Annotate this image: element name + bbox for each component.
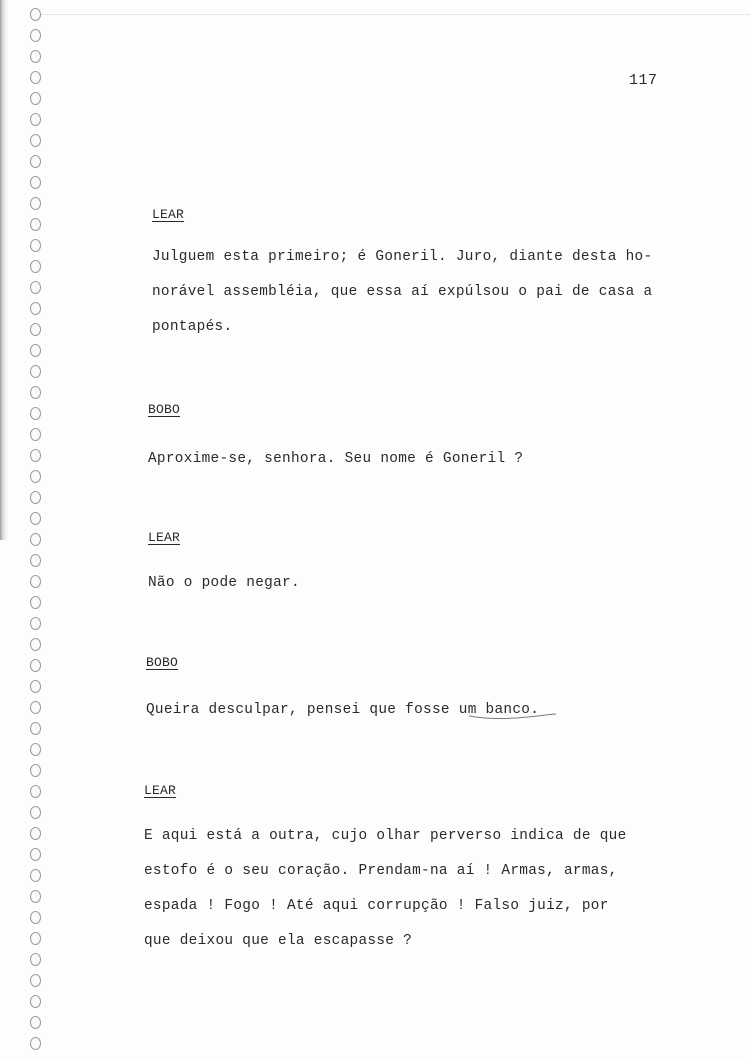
punch-hole [30,575,41,588]
punch-hole [30,8,41,21]
dialogue-line: estofo é o seu coração. Prendam-na aí ! Armas, armas, [144,863,618,879]
punch-hole [30,50,41,63]
punch-hole [30,134,41,147]
punch-hole [30,113,41,126]
punch-hole [30,386,41,399]
punch-hole [30,869,41,882]
dialogue-line: pontapés. [152,319,233,335]
punch-hole [30,470,41,483]
speaker-name: BOBO [146,655,179,670]
page-number: 117 [629,72,658,89]
punch-hole [30,533,41,546]
punch-hole [30,176,41,189]
punch-hole [30,911,41,924]
punch-hole [30,827,41,840]
punch-hole [30,365,41,378]
punch-hole [30,701,41,714]
punch-hole [30,491,41,504]
punch-hole [30,722,41,735]
punch-hole [30,743,41,756]
punch-hole [30,680,41,693]
punched-holes-column [30,0,46,1060]
punch-hole [30,260,41,273]
punch-hole [30,29,41,42]
punch-hole [30,974,41,987]
punch-hole [30,659,41,672]
punch-hole [30,785,41,798]
punch-hole [30,512,41,525]
speaker-name: LEAR [152,207,185,222]
punch-hole [30,449,41,462]
punch-hole [30,92,41,105]
handwritten-underline [468,712,558,720]
dialogue-line: norável assembléia, que essa aí expúlsou o pai de casa a [152,284,653,300]
punch-hole [30,428,41,441]
binding-edge-shadow [0,0,8,540]
punch-hole [30,302,41,315]
dialogue-line: Julguem esta primeiro; é Goneril. Juro, diante desta ho- [152,249,653,265]
punch-hole [30,638,41,651]
punch-hole [30,617,41,630]
punch-hole [30,953,41,966]
punch-hole [30,890,41,903]
speaker-name: LEAR [144,783,177,798]
speaker-name: BOBO [148,402,181,417]
punch-hole [30,197,41,210]
punch-hole [30,1016,41,1029]
punch-hole [30,932,41,945]
dialogue-line: E aqui está a outra, cujo olhar perverso indica de que [144,828,627,844]
punch-hole [30,239,41,252]
dialogue-line: Aproxime-se, senhora. Seu nome é Goneril ? [148,451,524,467]
punch-hole [30,323,41,336]
punch-hole [30,281,41,294]
page-top-edge [30,14,750,15]
punch-hole [30,407,41,420]
punch-hole [30,554,41,567]
speaker-name: LEAR [148,530,181,545]
punch-hole [30,344,41,357]
punch-hole [30,1037,41,1050]
dialogue-line: espada ! Fogo ! Até aqui corrupção ! Falso juiz, por [144,898,609,914]
punch-hole [30,596,41,609]
punch-hole [30,806,41,819]
punch-hole [30,71,41,84]
dialogue-line: Queira desculpar, pensei que fosse um banco. [146,702,540,718]
punch-hole [30,218,41,231]
punch-hole [30,995,41,1008]
dialogue-line: que deixou que ela escapasse ? [144,933,413,949]
punch-hole [30,155,41,168]
punch-hole [30,848,41,861]
punch-hole [30,764,41,777]
dialogue-line: Não o pode negar. [148,575,300,591]
